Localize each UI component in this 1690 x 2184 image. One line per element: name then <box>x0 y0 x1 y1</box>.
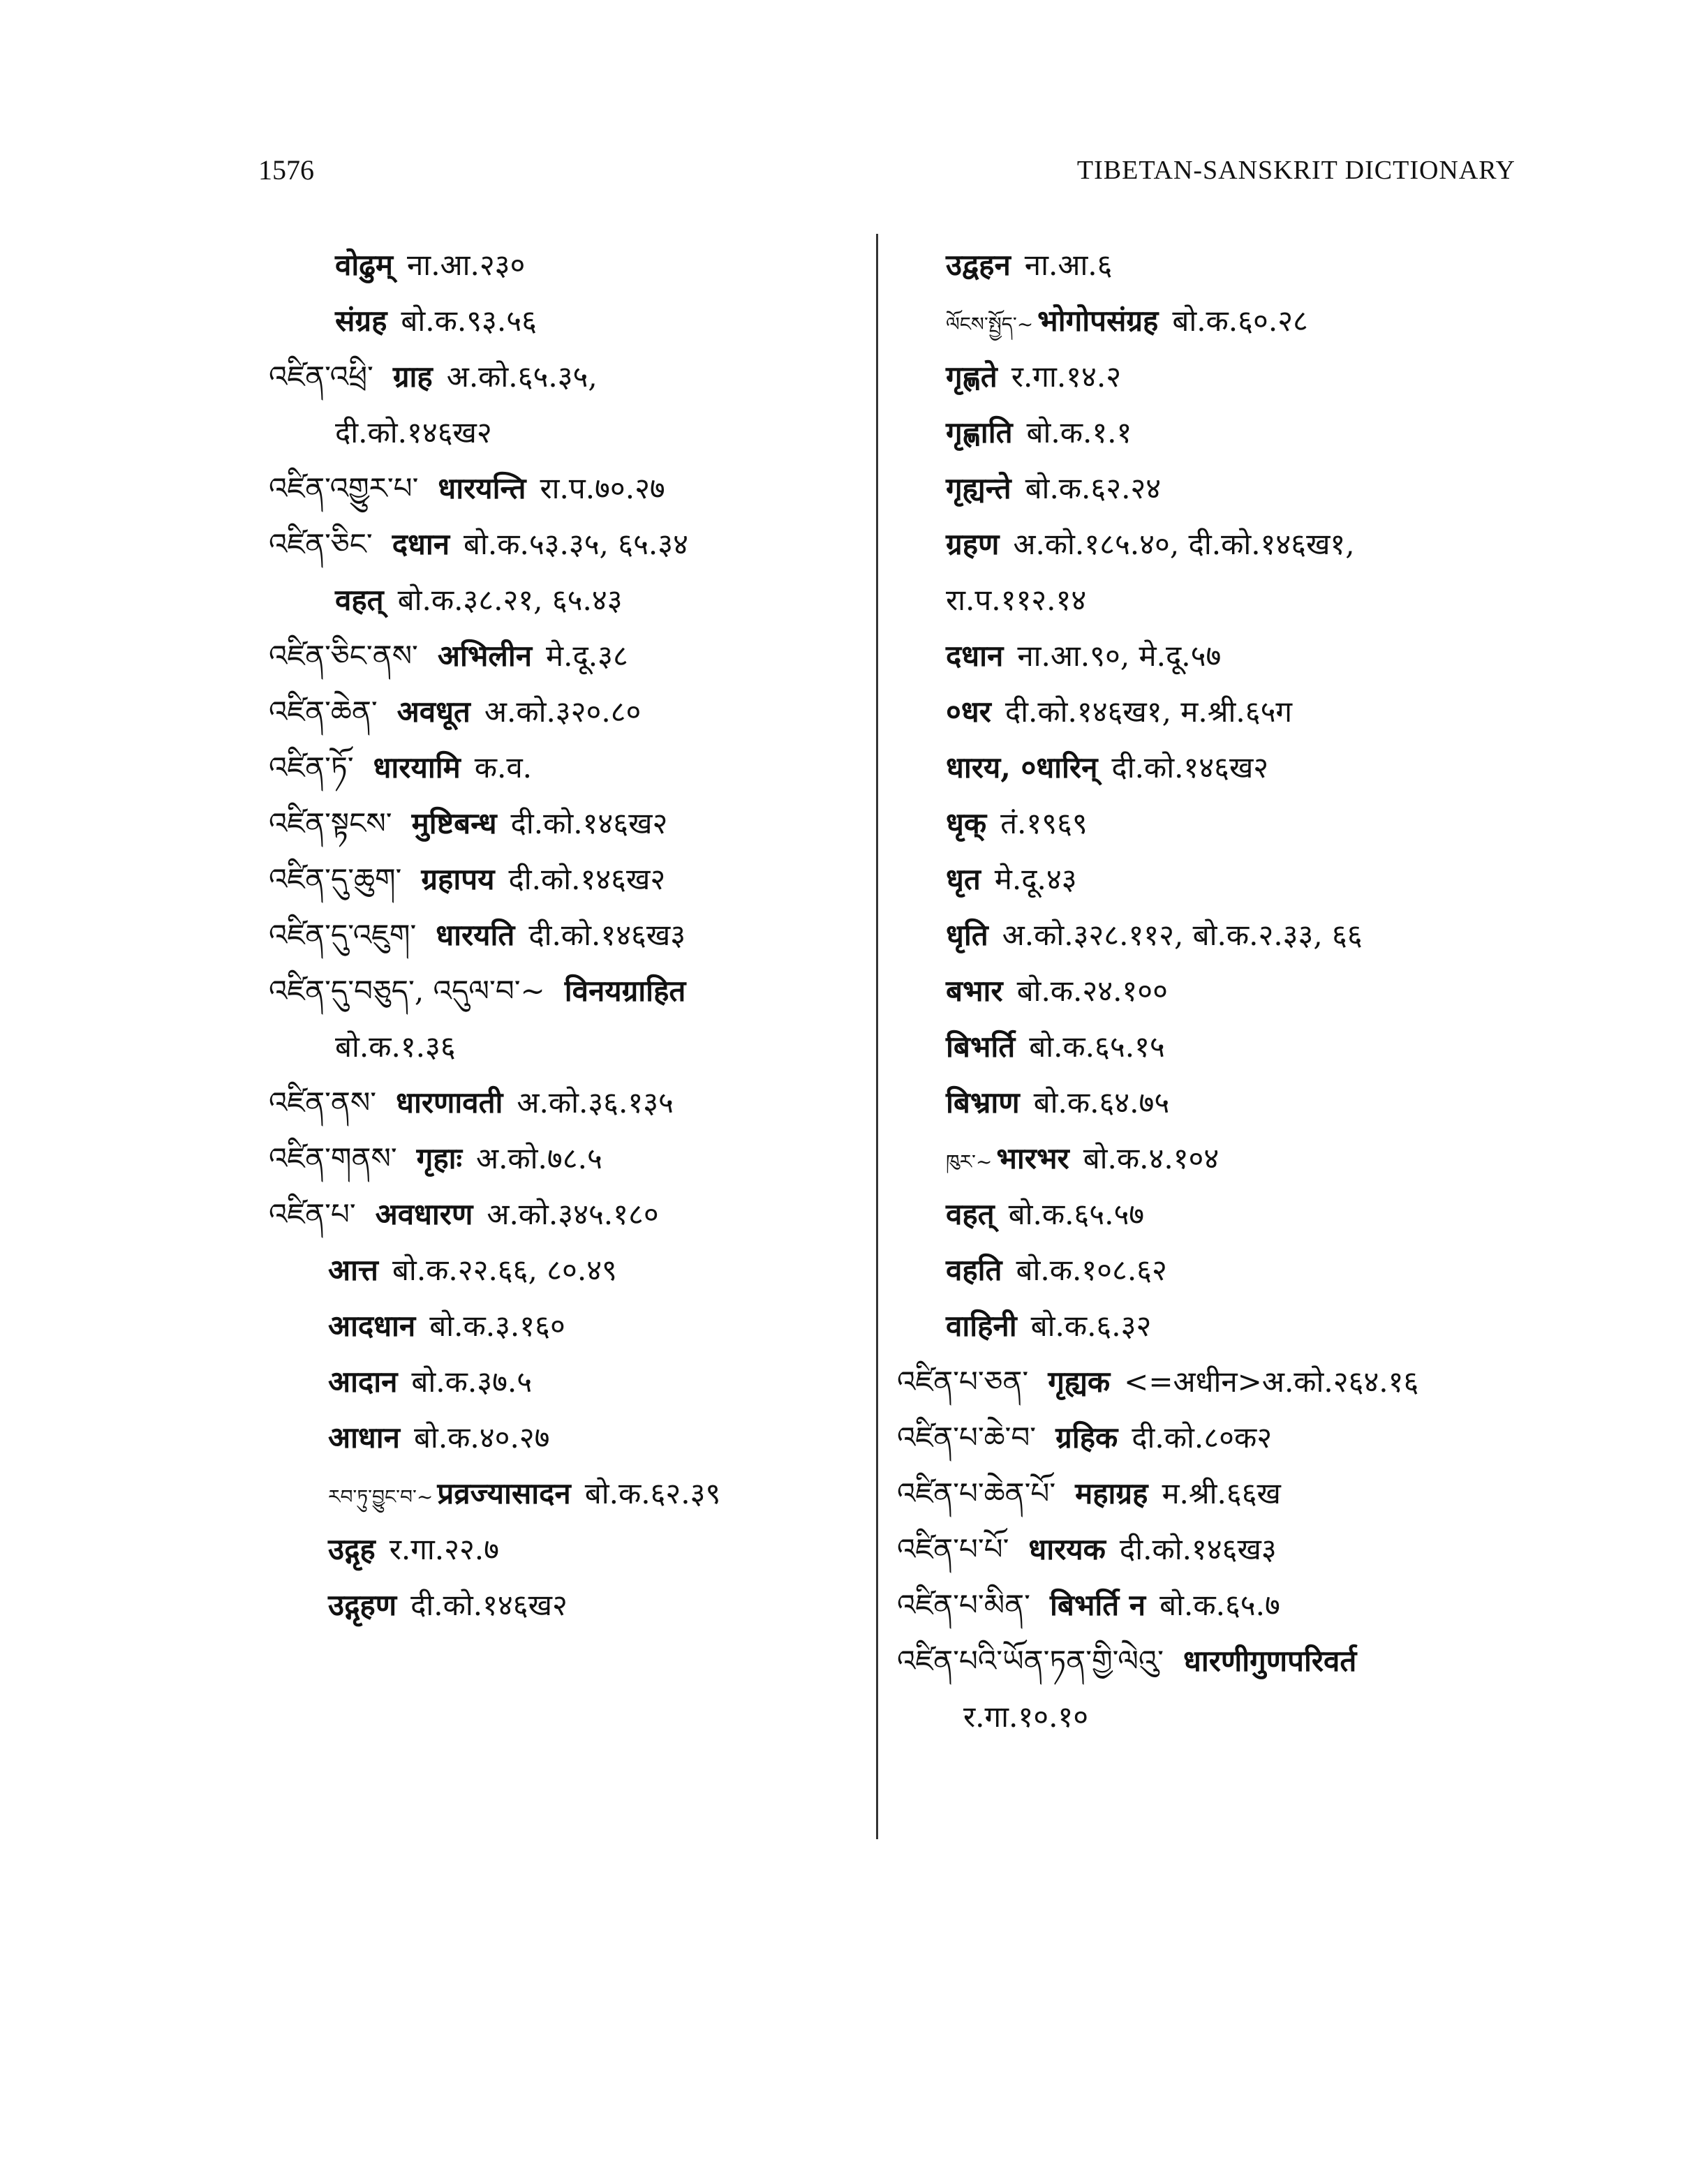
sanskrit-equivalent: धारय, ०धारिन् <box>946 750 1098 785</box>
dictionary-entry <box>897 293 1525 349</box>
sanskrit-equivalent: महाग्रह <box>1075 1476 1148 1510</box>
source-reference: दी.को.१४६ख१, म.श्री.६५ग <box>1005 694 1293 729</box>
source-reference: ना.आ.६ <box>1024 248 1113 282</box>
sanskrit-equivalent: संग्रह <box>335 304 387 338</box>
source-reference: बो.क.४०.२७ <box>413 1420 550 1455</box>
source-reference: बो.क.१०८.६२ <box>1016 1253 1167 1287</box>
dictionary-entry <box>897 852 1525 907</box>
source-reference: मे.दू.३८ <box>546 639 628 673</box>
dictionary-entry <box>897 517 1525 572</box>
tibetan-headword: འཛིན་པ་པོ་ <box>897 1532 1009 1566</box>
sanskrit-equivalent: उद्गृह <box>328 1532 376 1566</box>
dictionary-entry <box>897 1242 1525 1298</box>
source-reference: दी.को.१४६ख३ <box>528 918 686 952</box>
column-divider <box>876 234 878 1839</box>
sanskrit-equivalent: उद्गृहण <box>328 1588 397 1622</box>
source-reference: दी.को.१४६ख३ <box>1119 1532 1277 1566</box>
dictionary-entry <box>897 349 1525 405</box>
source-reference: बो.क.६५.५७ <box>1008 1197 1145 1231</box>
sanskrit-equivalent: आत्त <box>328 1253 378 1287</box>
dictionary-entry <box>897 1019 1525 1075</box>
sanskrit-equivalent: धारयति <box>436 918 515 952</box>
source-reference: ना.आ.९०, मे.दू.५७ <box>1017 639 1222 673</box>
tibetan-headword: འཛིན་པ་མིན་ <box>897 1588 1030 1622</box>
dictionary-entry <box>269 907 862 963</box>
dictionary-entry <box>897 907 1525 963</box>
sanskrit-equivalent: धृति <box>946 918 988 952</box>
sanskrit-equivalent: धृक् <box>946 806 987 840</box>
page-number: 1576 <box>258 154 314 186</box>
tibetan-headword: འཛིན་འཕྲི་ <box>269 359 373 394</box>
sanskrit-equivalent: धारयामि <box>373 750 461 785</box>
tibetan-headword: འཛིན་ནས་ <box>269 1085 377 1120</box>
sanskrit-equivalent: विनयग्राहित <box>564 974 686 1008</box>
source-reference: बो.क.६५.१५ <box>1029 1030 1165 1064</box>
sanskrit-equivalent: दधान <box>946 639 1004 673</box>
dictionary-entry <box>897 1689 1525 1745</box>
sanskrit-equivalent: ग्रहापय <box>421 862 495 896</box>
dictionary-entry <box>269 517 862 572</box>
dictionary-entry <box>269 1410 862 1466</box>
sanskrit-equivalent: वाहिनी <box>946 1309 1017 1343</box>
source-reference: बो.क.५३.३५, ६५.३४ <box>464 527 688 561</box>
sanskrit-equivalent: अवधारण <box>375 1197 473 1231</box>
dictionary-entry <box>897 1187 1525 1242</box>
sanskrit-equivalent: भारभर <box>996 1141 1069 1175</box>
source-reference: बो.क.६२.३९ <box>584 1476 721 1510</box>
dictionary-entry <box>269 461 862 517</box>
tibetan-headword: འཛིན་དུ་ཆུག་ <box>269 862 402 896</box>
dictionary-entry <box>269 628 862 684</box>
sanskrit-equivalent: अभिलीन <box>437 639 533 673</box>
tibetan-headword: འཛིན་སྟངས་ <box>269 806 392 840</box>
dictionary-entry <box>897 572 1525 628</box>
dictionary-entry <box>269 1131 862 1187</box>
tibetan-compound: ཁུར་~ <box>946 1150 993 1173</box>
source-reference: तं.१९६९ <box>1000 806 1088 840</box>
source-reference: बो.क.६.३२ <box>1030 1309 1152 1343</box>
source-reference: मे.दू.४३ <box>994 862 1077 896</box>
tibetan-headword: འཛིན་ཆེན་ <box>269 694 378 729</box>
dictionary-entry <box>897 405 1525 461</box>
dictionary-entry <box>269 1522 862 1577</box>
dictionary-entry <box>269 1187 862 1242</box>
source-reference: बो.क.२४.१०० <box>1016 974 1168 1008</box>
sanskrit-equivalent: वोढुम् <box>335 248 393 282</box>
source-reference: दी.को.८०क२ <box>1132 1420 1273 1455</box>
source-reference: दी.को.१४६ख२ <box>335 415 492 450</box>
dictionary-entry <box>269 796 862 852</box>
dictionary-entry <box>269 852 862 907</box>
running-title: TIBETAN-SANSKRIT DICTIONARY <box>1076 156 1515 185</box>
sanskrit-equivalent: गृह्यक <box>1048 1365 1111 1399</box>
dictionary-entry <box>897 461 1525 517</box>
dictionary-entry <box>269 1577 862 1633</box>
sanskrit-equivalent: बिभर्ति न <box>1049 1588 1146 1622</box>
sanskrit-equivalent: दधान <box>392 527 450 561</box>
source-reference: बो.क.१.३६ <box>335 1030 456 1064</box>
dictionary-entry <box>269 1298 862 1354</box>
sanskrit-equivalent: धारयन्ति <box>438 471 526 505</box>
dictionary-entry <box>269 1019 862 1075</box>
dictionary-entry <box>897 684 1525 740</box>
dictionary-entry <box>897 1410 1525 1466</box>
dictionary-entry <box>897 796 1525 852</box>
source-reference: बो.क.३८.२१, ६५.४३ <box>397 583 623 617</box>
source-reference: <=अधीन>अ.को.२६४.१६ <box>1124 1365 1419 1399</box>
sanskrit-equivalent: बभार <box>946 974 1003 1008</box>
tibetan-headword: འཛིན་འགྱུར་པ་ <box>269 471 419 505</box>
dictionary-entry <box>269 237 862 293</box>
tibetan-headword: འཛིན་གནས་ <box>269 1141 397 1175</box>
sanskrit-equivalent: धारयक <box>1028 1532 1106 1566</box>
source-reference: बो.क.६५.७ <box>1159 1588 1280 1622</box>
sanskrit-equivalent: वहत् <box>946 1197 995 1231</box>
tibetan-headword: འཛིན་པ་ <box>269 1197 356 1231</box>
dictionary-entry <box>897 1075 1525 1131</box>
source-reference: अ.को.३२०.८० <box>484 694 642 729</box>
tibetan-headword: འཛིན་པ་ཅན་ <box>897 1365 1029 1399</box>
dictionary-entry <box>269 572 862 628</box>
tibetan-headword: འཛིན་དུ་འཇུག་ <box>269 918 417 952</box>
sanskrit-equivalent: ग्रहण <box>946 527 1000 561</box>
sanskrit-equivalent: ०धर <box>946 694 991 729</box>
sanskrit-equivalent: अवधूत <box>396 694 470 729</box>
dictionary-entry <box>897 1354 1525 1410</box>
tibetan-headword: འཛིན་ཏོ་ <box>269 750 354 785</box>
source-reference: अ.को.३६.१३५ <box>517 1085 674 1120</box>
source-reference: अ.को.७८.५ <box>475 1141 602 1175</box>
sanskrit-equivalent: उद्वहन <box>946 248 1011 282</box>
dictionary-entry <box>269 1466 862 1522</box>
source-reference: बो.क.६२.२४ <box>1025 471 1162 505</box>
sanskrit-equivalent: प्रव्रज्यासादन <box>437 1476 571 1510</box>
source-reference: रा.प.११२.१४ <box>946 583 1087 617</box>
source-reference: क.व. <box>474 750 533 785</box>
sanskrit-equivalent: वहत् <box>335 583 384 617</box>
sanskrit-equivalent: ग्राह <box>392 359 433 394</box>
dictionary-entry <box>897 1633 1525 1689</box>
tibetan-headword: འཛིན་དུ་བཅུད་, འདུལ་བ་~ <box>269 974 545 1008</box>
source-reference: बो.क.१.१ <box>1026 415 1132 450</box>
dictionary-entry <box>269 963 862 1019</box>
source-reference: र.गा.१०.१० <box>963 1700 1089 1734</box>
dictionary-entry <box>269 1242 862 1298</box>
source-reference: बो.क.३७.५ <box>411 1365 533 1399</box>
source-reference: दी.को.१४६ख२ <box>410 1588 568 1622</box>
source-reference: बो.क.९३.५६ <box>401 304 537 338</box>
sanskrit-equivalent: मुष्टिबन्ध <box>411 806 497 840</box>
dictionary-entry <box>897 1131 1525 1187</box>
sanskrit-equivalent: धारणावती <box>396 1085 503 1120</box>
source-reference: बो.क.६४.७५ <box>1033 1085 1170 1120</box>
sanskrit-equivalent: बिभ्राण <box>946 1085 1020 1120</box>
sanskrit-equivalent: गृह्णाति <box>946 415 1013 450</box>
source-reference: र.गा.१४.२ <box>1011 359 1122 394</box>
dictionary-entry <box>269 349 862 405</box>
dictionary-entry <box>897 237 1525 293</box>
source-reference: बो.क.६०.२८ <box>1172 304 1308 338</box>
dictionary-entry <box>269 1075 862 1131</box>
sanskrit-equivalent: ग्रहिक <box>1055 1420 1118 1455</box>
sanskrit-equivalent: बिभर्ति <box>946 1030 1016 1064</box>
tibetan-headword: འཛིན་ཅིང་ <box>269 527 373 561</box>
tibetan-compound: ལོངས་སྤྱོད་~ <box>946 313 1034 336</box>
sanskrit-equivalent: धृत <box>946 862 981 896</box>
source-reference: र.गा.२२.७ <box>389 1532 499 1566</box>
source-reference: ना.आ.२३० <box>407 248 526 282</box>
dictionary-entry <box>897 628 1525 684</box>
sanskrit-equivalent: गृह्यन्ते <box>946 471 1011 505</box>
dictionary-entry <box>897 963 1525 1019</box>
dictionary-entry <box>897 740 1525 796</box>
dictionary-entry <box>269 684 862 740</box>
source-reference: अ.को.३४५.१८० <box>487 1197 659 1231</box>
source-reference: म.श्री.६६ख <box>1162 1476 1281 1510</box>
sanskrit-equivalent: धारणीगुणपरिवर्त <box>1183 1644 1357 1678</box>
tibetan-headword: འཛིན་པ་ཆེ་བ་ <box>897 1420 1037 1455</box>
source-reference: दी.को.१४६ख२ <box>510 806 668 840</box>
dictionary-entry <box>269 1354 862 1410</box>
source-reference: रा.प.७०.२७ <box>540 471 665 505</box>
tibetan-headword: འཛིན་ཅིང་ནས་ <box>269 639 418 673</box>
sanskrit-equivalent: आधान <box>328 1420 400 1455</box>
sanskrit-equivalent: गृह्णते <box>946 359 998 394</box>
source-reference: अ.को.३२८.११२, बो.क.२.३३, ६६ <box>1002 918 1363 952</box>
source-reference: बो.क.३.१६० <box>429 1309 565 1343</box>
tibetan-compound: རབ་ཏུ་བྱུང་བ་~ <box>328 1485 433 1508</box>
source-reference: दी.को.१४६ख२ <box>508 862 666 896</box>
source-reference: बो.क.२२.६६, ८०.४९ <box>392 1253 617 1287</box>
dictionary-entry <box>897 1577 1525 1633</box>
dictionary-entry <box>897 1522 1525 1577</box>
dictionary-entry <box>897 1466 1525 1522</box>
tibetan-headword: འཛིན་པའི་ཡོན་ཏན་གྱི་ལེའུ་ <box>897 1644 1164 1678</box>
dictionary-entry <box>897 1298 1525 1354</box>
sanskrit-equivalent: आदान <box>328 1365 398 1399</box>
source-reference: अ.को.१८५.४०, दी.को.१४६ख१, <box>1013 527 1355 561</box>
sanskrit-equivalent: आदधान <box>328 1309 416 1343</box>
left-column <box>269 237 862 1633</box>
sanskrit-equivalent: भोगोपसंग्रह <box>1037 304 1159 338</box>
sanskrit-equivalent: गृहाः <box>416 1141 462 1175</box>
sanskrit-equivalent: वहति <box>946 1253 1002 1287</box>
dictionary-entry <box>269 293 862 349</box>
source-reference: अ.को.६५.३५, <box>446 359 598 394</box>
dictionary-entry <box>269 740 862 796</box>
dictionary-entry <box>269 405 862 461</box>
source-reference: बो.क.४.१०४ <box>1083 1141 1220 1175</box>
source-reference: दी.को.१४६ख२ <box>1111 750 1269 785</box>
right-column <box>897 237 1525 1745</box>
tibetan-headword: འཛིན་པ་ཆེན་པོ་ <box>897 1476 1056 1510</box>
